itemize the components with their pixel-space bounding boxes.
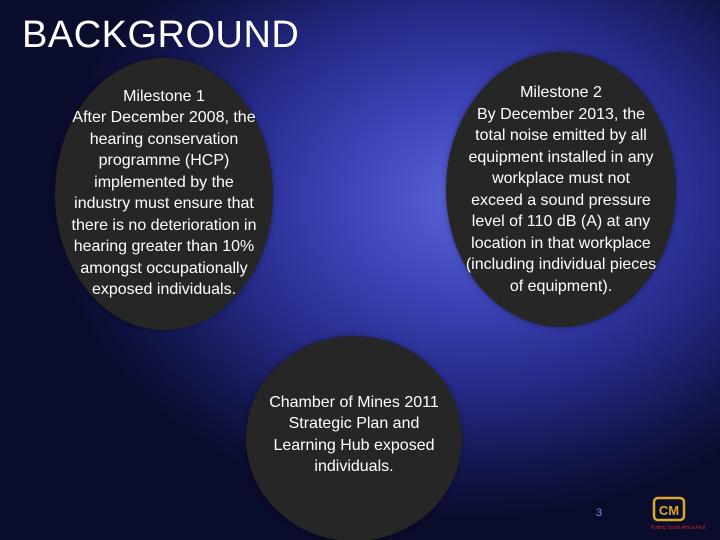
chamber-text: Chamber of Mines 2011 Strategic Plan and Learning Hub exposed individuals.	[269, 393, 439, 475]
logo-tagline: Putting South Africa First	[650, 525, 706, 531]
slide-title: BACKGROUND	[22, 14, 300, 56]
milestone-1-circle	[55, 58, 273, 330]
milestone-2-circle	[446, 52, 676, 327]
chamber-circle	[246, 336, 462, 540]
chamber-of-mines-logo	[648, 494, 712, 534]
milestone-2-text: Milestone 2 By December 2013, the total noise emitted by all equipment installed in any workplace must not exceed a sound pressure level of 110 dB (A) at any location in that workplace (including individual pieces of equipment).	[465, 84, 657, 295]
page-number: 3	[596, 507, 603, 519]
milestone-1-text: Milestone 1 After December 2008, the hearing conservation programme (HCP) implemented by the industry must ensure that there is no deterioration in hearing greater than 10% amongst occupationally exposed individuals.	[71, 87, 257, 298]
logo-letters: CM	[658, 503, 680, 518]
